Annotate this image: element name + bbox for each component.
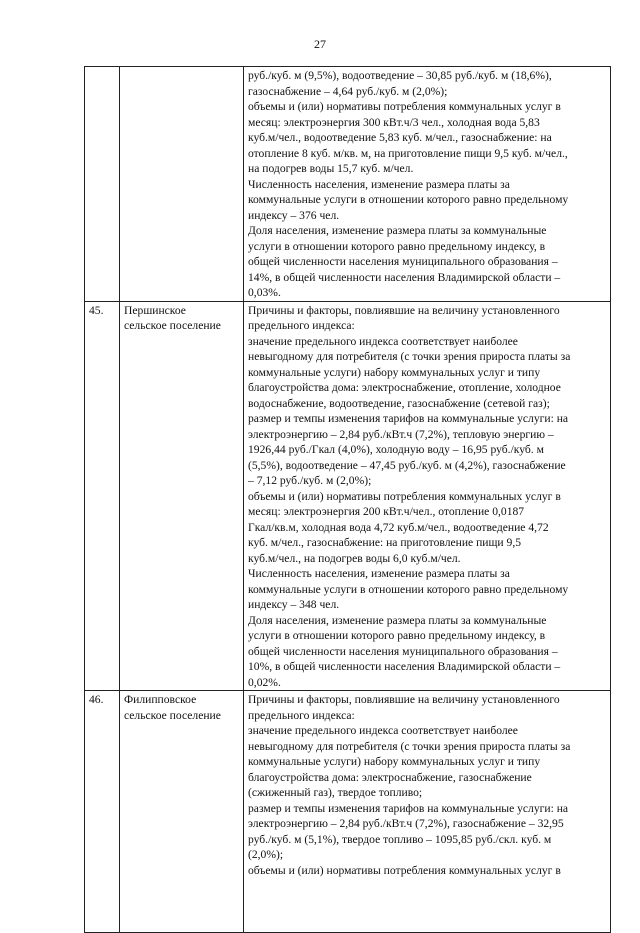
row-number-cell: 45. [85, 301, 120, 691]
text-line: коммунальные услуги в отношении которого равно предельному [248, 582, 569, 596]
text-line: на подогрев воды 15,7 куб. м/чел. [248, 162, 414, 175]
text-line: Причины и факторы, повлиявшие на величину установленного [248, 693, 560, 706]
text-line: 14%, в общей численности населения Владимирской области – [248, 270, 561, 284]
text-line: значение предельного индекса соответствует наиболее [248, 724, 518, 737]
municipal-index-table [84, 66, 611, 933]
text-line: электроэнергию – 2,84 руб./кВт.ч (7,2%), газоснабжение – 32,95 [248, 817, 564, 830]
text-line: невыгодному для потребителя (с точки зрения прироста платы за [248, 350, 571, 363]
text-line: Першинское [124, 303, 186, 317]
page-number: 27 [314, 37, 326, 51]
text-line: коммунальные услуги) набору коммунальных услуг и типу [248, 755, 541, 768]
row-number-cell: 46. [85, 691, 120, 933]
text-line: коммунальные услуги в отношении которого равно предельному [248, 193, 569, 206]
text-line: сельское поселение [124, 319, 221, 332]
settlement-name-cell [120, 691, 244, 933]
text-line: объемы и (или) нормативы потребления коммунальных услуг в [248, 863, 561, 877]
text-line: невыгодному для потребителя (с точки зрения прироста платы за [248, 739, 571, 753]
text-line: индексу – 348 чел. [248, 598, 340, 611]
text-line: услуги в отношении которого равно предельному индексу, в [248, 239, 546, 253]
table-row-46 [85, 691, 611, 933]
description-cell [244, 691, 611, 933]
text-line: Гкал/кв.м, холодная вода 4,72 куб.м/чел., водоотведение 4,72 [248, 520, 549, 534]
text-line: Численность населения, изменение размера платы за [248, 177, 510, 191]
text-line: месяц: электроэнергия 200 кВт.ч/чел., отопление 0,0187 [248, 505, 525, 518]
text-line: месяц: электроэнергия 300 кВт.ч/3 чел., холодная вода 5,83 [248, 115, 540, 129]
text-line: куб. м/чел., газоснабжение: на приготовление пищи 9,5 [248, 536, 522, 549]
text-line: руб./куб. м (5,1%), твердое топливо – 1095,85 руб./скл. куб. м [248, 832, 552, 846]
text-line: водоснабжение, водоотведение, газоснабжение (сетевой газ); [248, 396, 550, 410]
settlement-name-cell [120, 301, 244, 691]
text-line: газоснабжение – 4,64 руб./куб. м (2,0%); [248, 84, 448, 98]
text-line: индексу – 376 чел. [248, 208, 340, 222]
table-row-continued [85, 67, 611, 302]
text-line: 1926,44 руб./Гкал (4,0%), холодную воду – 16,95 руб./куб. м [248, 443, 544, 456]
text-line: Доля населения, изменение размера платы за коммунальные [248, 224, 547, 237]
text-line: размер и темпы изменения тарифов на коммунальные услуги: на [248, 801, 569, 815]
text-line: значение предельного индекса соответствует наиболее [248, 334, 518, 348]
text-line: коммунальные услуги) набору коммунальных услуг и типу [248, 365, 541, 379]
text-line: Численность населения, изменение размера платы за [248, 567, 510, 580]
text-line: электроэнергию – 2,84 руб./кВт.ч (7,2%), тепловую энергию – [248, 427, 554, 441]
text-line: услуги в отношении которого равно предельному индексу, в [248, 629, 546, 642]
text-line: общей численности населения муниципального образования – [248, 644, 558, 658]
text-line: объемы и (или) нормативы потребления коммунальных услуг в [248, 489, 561, 503]
text-line: Филипповское [124, 693, 197, 706]
text-line: куб.м/чел., на подогрев воды 6,0 куб.м/чел. [248, 551, 461, 565]
text-line: руб./куб. м (9,5%), водоотведение – 30,85 руб./куб. м (18,6%), [248, 69, 552, 82]
text-line: предельного индекса: [248, 319, 355, 332]
text-line: предельного индекса: [248, 708, 355, 722]
description-cell [244, 67, 611, 302]
text-line: – 7,12 руб./куб. м (2,0%); [248, 474, 372, 487]
text-line: Причины и факторы, повлиявшие на величину установленного [248, 303, 560, 317]
text-line: 10%, в общей численности населения Владимирской области – [248, 660, 561, 673]
text-line: общей численности населения муниципального образования – [248, 255, 558, 268]
description-cell [244, 301, 611, 691]
settlement-name-cell [120, 67, 244, 302]
text-line: благоустройства дома: электроснабжение, отопление, холодное [248, 381, 561, 394]
text-line: (сжиженный газ), твердое топливо; [248, 786, 423, 799]
text-line: куб.м/чел., водоотведение 5,83 куб. м/чел., газоснабжение: на [248, 131, 552, 144]
table-row-45 [85, 301, 611, 691]
row-number-cell [85, 67, 120, 302]
text-line: отопление 8 куб. м/кв. м, на приготовление пищи 9,5 куб. м/чел., [248, 146, 568, 160]
text-line: Доля населения, изменение размера платы за коммунальные [248, 613, 547, 627]
text-line: (2,0%); [248, 848, 284, 861]
text-line: (5,5%), водоотведение – 47,45 руб./куб. м (4,2%), газоснабжение [248, 458, 566, 472]
text-line: размер и темпы изменения тарифов на коммунальные услуги: на [248, 412, 569, 425]
text-line: объемы и (или) нормативы потребления коммунальных услуг в [248, 100, 561, 113]
text-line: благоустройства дома: электроснабжение, газоснабжение [248, 770, 532, 784]
text-line: 0,03%. [248, 286, 281, 299]
text-line: 0,02%. [248, 675, 281, 689]
text-line: сельское поселение [124, 708, 221, 722]
